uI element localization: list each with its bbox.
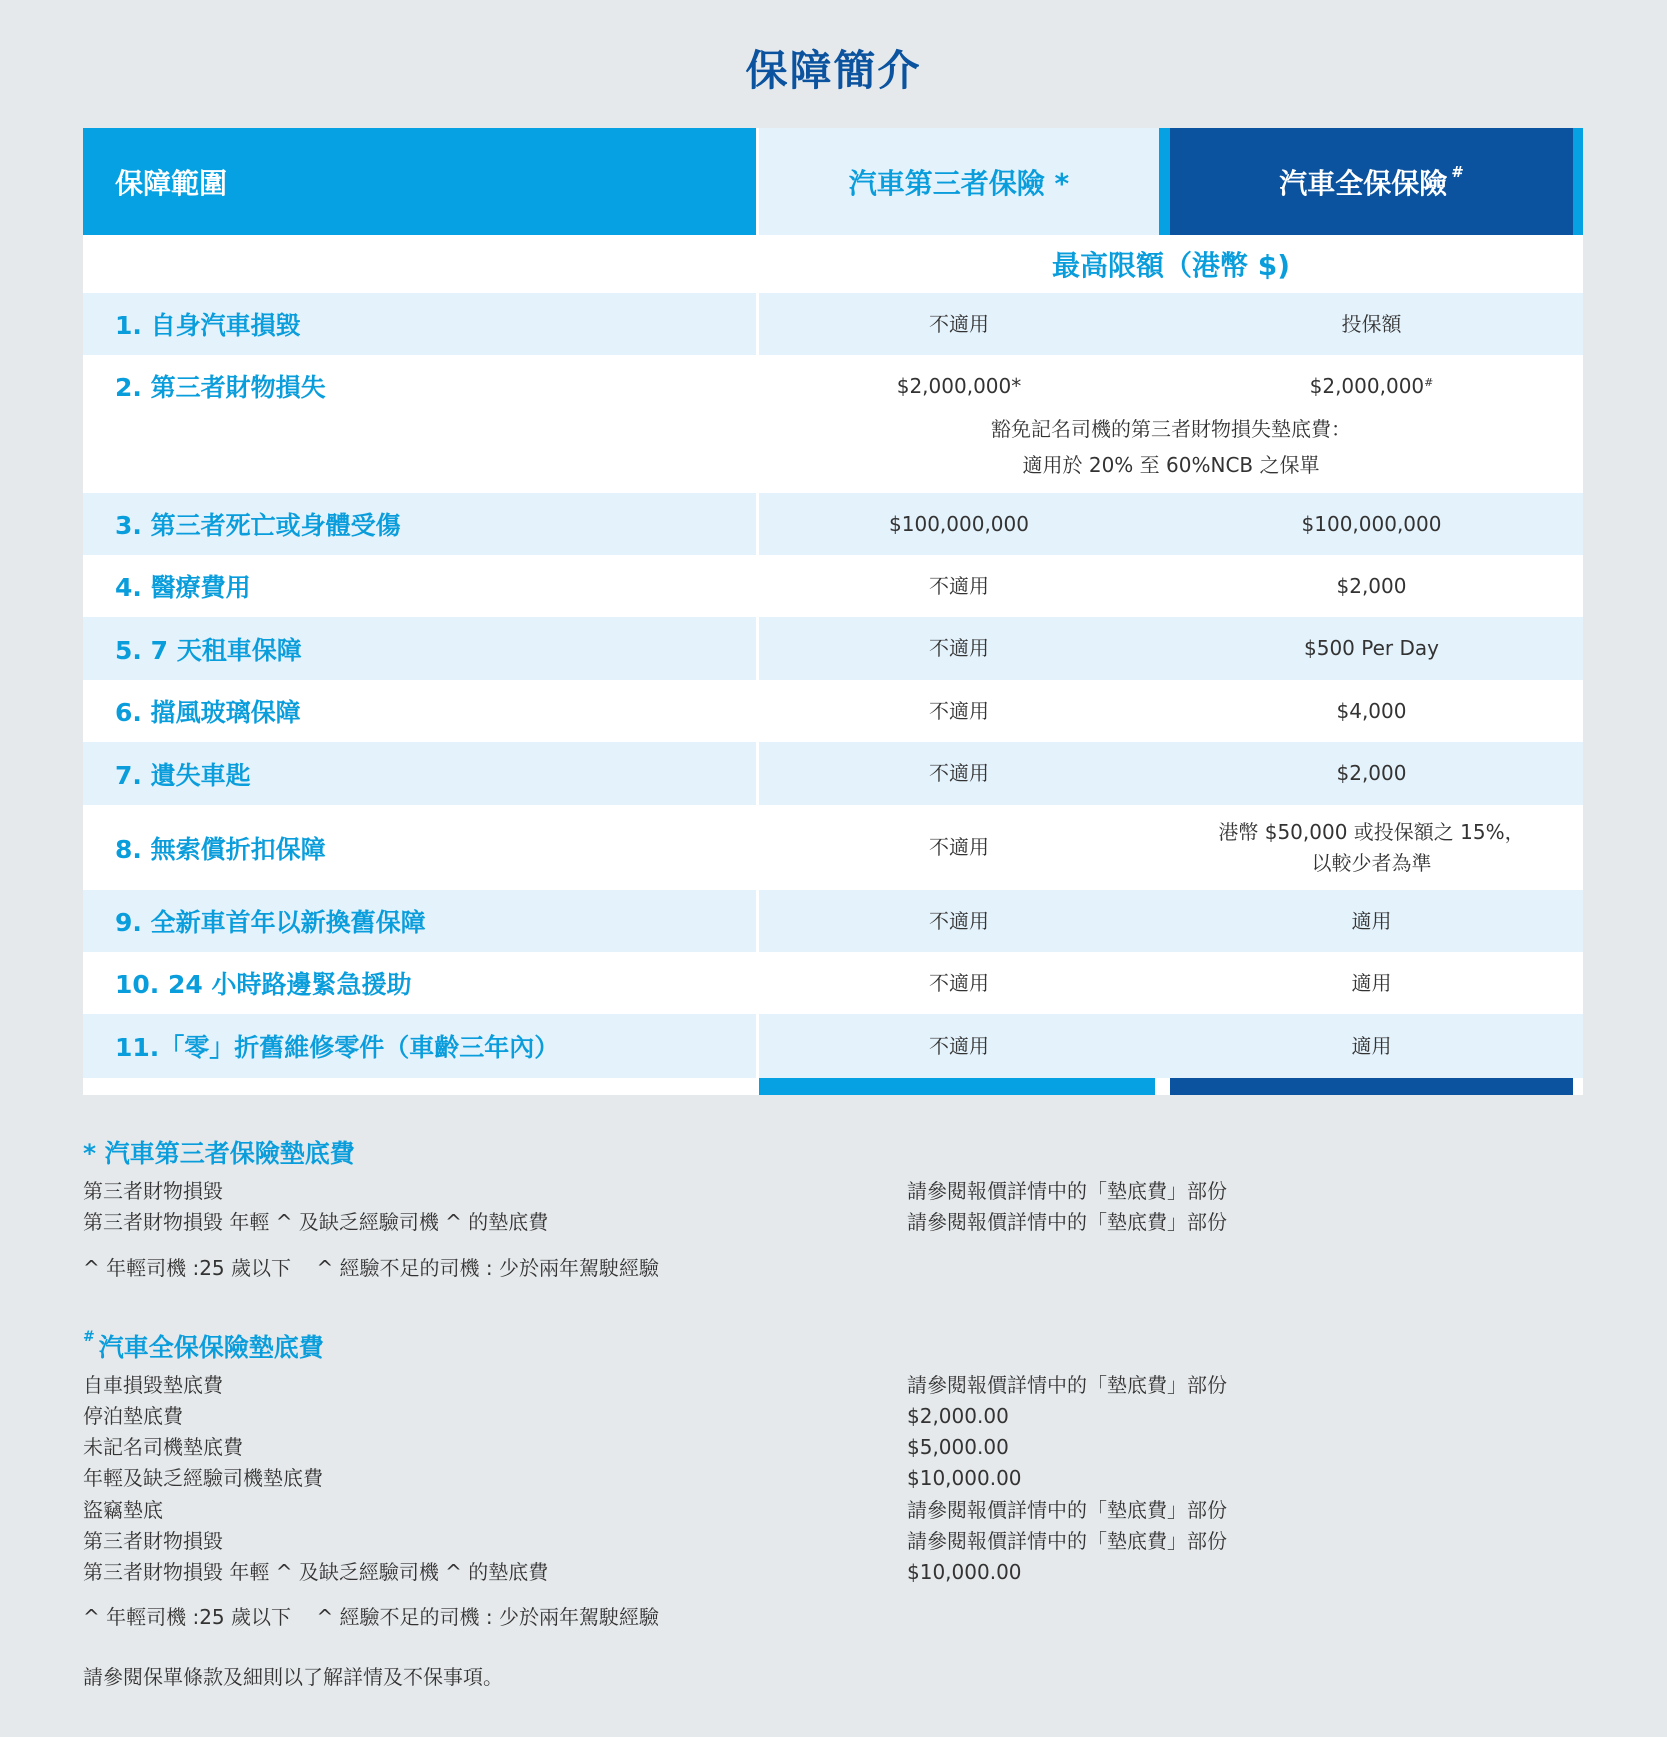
third-party-excess-title: * 汽車第三者保險墊底費 bbox=[83, 1139, 355, 1168]
row-label: 4. 醫療費用 bbox=[115, 573, 251, 602]
comprehensive-value-line1: 港幣 $50,000 或投保額之 15%， bbox=[1218, 819, 1525, 844]
excess-item-value: 請參閱報價詳情中的「墊底費」部份 bbox=[907, 1498, 1227, 1522]
excess-footnote: ^ 年輕司機 :25 歲以下 ^ 經驗不足的司機 : 少於兩年駕駛經驗 bbox=[83, 1256, 660, 1280]
closing-note: 請參閱保單條款及細則以了解詳情及不保事項。 bbox=[83, 1665, 503, 1689]
third-party-value: $2,000,000* bbox=[896, 373, 1022, 398]
third-party-value: 不適用 bbox=[929, 573, 989, 598]
comprehensive-value: 適用 bbox=[1351, 1033, 1392, 1058]
comprehensive-value: 適用 bbox=[1351, 970, 1392, 995]
third-party-value: 不適用 bbox=[929, 311, 989, 336]
comprehensive-value: $100,000,000 bbox=[1301, 511, 1442, 536]
third-party-value: $100,000,000 bbox=[889, 511, 1029, 536]
third-party-value: 不適用 bbox=[929, 970, 989, 995]
excess-item-name: 第三者財物損毀 bbox=[83, 1179, 223, 1203]
comprehensive-value bbox=[1170, 355, 1573, 417]
table-row bbox=[83, 1014, 1583, 1078]
table-row bbox=[83, 805, 1583, 890]
excess-footnote: ^ 年輕司機 :25 歲以下 ^ 經驗不足的司機 : 少於兩年駕駛經驗 bbox=[83, 1605, 660, 1629]
comprehensive-excess-title-text: 汽車全保保險墊底費 bbox=[98, 1333, 324, 1362]
header-comprehensive-label: 汽車全保保險 bbox=[1279, 166, 1448, 200]
excess-item-value: $5,000.00 bbox=[907, 1435, 1009, 1459]
comprehensive-excess-mark: # bbox=[83, 1328, 95, 1345]
excess-item-name: 第三者財物損毀 年輕 ^ 及缺乏經驗司機 ^ 的墊底費 bbox=[83, 1210, 549, 1234]
excess-item-name: 第三者財物損毀 bbox=[83, 1529, 223, 1553]
table-row bbox=[83, 493, 1583, 555]
table-row bbox=[83, 617, 1583, 680]
excess-item-name: 年輕及缺乏經驗司機墊底費 bbox=[83, 1466, 323, 1490]
header-scope: 保障範圍 bbox=[83, 128, 756, 235]
excess-item-value: 請參閱報價詳情中的「墊底費」部份 bbox=[907, 1373, 1227, 1397]
excess-item-value: $10,000.00 bbox=[907, 1560, 1022, 1584]
coverage-table bbox=[83, 128, 1583, 1095]
excess-item-value: 請參閱報價詳情中的「墊底費」部份 bbox=[907, 1529, 1227, 1553]
row-label: 3. 第三者死亡或身體受傷 bbox=[115, 511, 401, 540]
waiver-note-line2: 適用於 20% 至 60%NCB 之保單 bbox=[1022, 453, 1320, 477]
comprehensive-value bbox=[1170, 805, 1573, 890]
excess-item-value: 請參閱報價詳情中的「墊底費」部份 bbox=[907, 1210, 1227, 1234]
excess-item-value: 請參閱報價詳情中的「墊底費」部份 bbox=[907, 1179, 1227, 1203]
comprehensive-value-line2: 以較少者為準 bbox=[1311, 850, 1432, 875]
table-row bbox=[83, 555, 1583, 617]
third-party-value: 不適用 bbox=[929, 636, 989, 660]
row-label: 8. 無索償折扣保障 bbox=[115, 834, 326, 864]
excess-item-name: 自車損毀墊底費 bbox=[83, 1373, 223, 1397]
table-row bbox=[83, 355, 1583, 493]
comprehensive-value: $500 Per Day bbox=[1304, 636, 1439, 660]
row-label: 5. 7 天租車保障 bbox=[115, 635, 302, 665]
row-label: 1. 自身汽車損毀 bbox=[115, 311, 301, 340]
third-party-value: 不適用 bbox=[929, 1033, 989, 1058]
header-comprehensive-mark: # bbox=[1451, 162, 1464, 181]
table-row bbox=[83, 293, 1583, 355]
table-row bbox=[83, 890, 1583, 952]
excess-item-name: 未記名司機墊底費 bbox=[83, 1435, 243, 1459]
comprehensive-excess-title bbox=[83, 1328, 324, 1364]
third-party-value: 不適用 bbox=[929, 698, 989, 723]
limit-label: 最高限額（港幣 $) bbox=[1051, 249, 1291, 282]
page-title: 保障簡介 bbox=[745, 46, 922, 95]
table-row bbox=[83, 742, 1583, 805]
excess-item-name: 盜竊墊底 bbox=[83, 1498, 163, 1522]
excess-item-name: 停泊墊底費 bbox=[83, 1404, 183, 1428]
comprehensive-value: 適用 bbox=[1351, 908, 1392, 933]
row-label: 10. 24 小時路邊緊急援助 bbox=[115, 970, 412, 999]
table-row bbox=[83, 952, 1583, 1014]
row-label: 9. 全新車首年以新換舊保障 bbox=[115, 908, 426, 937]
third-party-value: 不適用 bbox=[929, 761, 989, 785]
comprehensive-value: $2,000 bbox=[1336, 573, 1407, 598]
comprehensive-value: $4,000 bbox=[1336, 698, 1407, 723]
row-label: 2. 第三者財物損失 bbox=[115, 373, 326, 402]
header-third-party: 汽車第三者保險 * bbox=[759, 128, 1159, 235]
row-label: 6. 擋風玻璃保障 bbox=[115, 698, 301, 727]
table-row bbox=[83, 680, 1583, 742]
comprehensive-mark: # bbox=[1424, 375, 1434, 389]
comprehensive-amount: $2,000,000 bbox=[1309, 373, 1425, 398]
waiver-note-line1: 豁免記名司機的第三者財物損失墊底費： bbox=[991, 417, 1351, 441]
third-party-column-footer bbox=[759, 1078, 1155, 1095]
header-comprehensive bbox=[1170, 128, 1573, 235]
comprehensive-column-footer bbox=[1170, 1078, 1573, 1095]
third-party-value: 不適用 bbox=[929, 908, 989, 933]
row-label: 11.「零」折舊維修零件（車齡三年內） bbox=[115, 1033, 560, 1062]
third-party-value: 不適用 bbox=[929, 835, 989, 859]
excess-item-name: 第三者財物損毀 年輕 ^ 及缺乏經驗司機 ^ 的墊底費 bbox=[83, 1560, 549, 1584]
comprehensive-value: $2,000 bbox=[1336, 761, 1407, 785]
row-label: 7. 遺失車匙 bbox=[115, 760, 251, 790]
excess-item-value: $2,000.00 bbox=[907, 1404, 1009, 1428]
excess-item-value: $10,000.00 bbox=[907, 1466, 1022, 1490]
comprehensive-value: 投保額 bbox=[1341, 311, 1402, 336]
